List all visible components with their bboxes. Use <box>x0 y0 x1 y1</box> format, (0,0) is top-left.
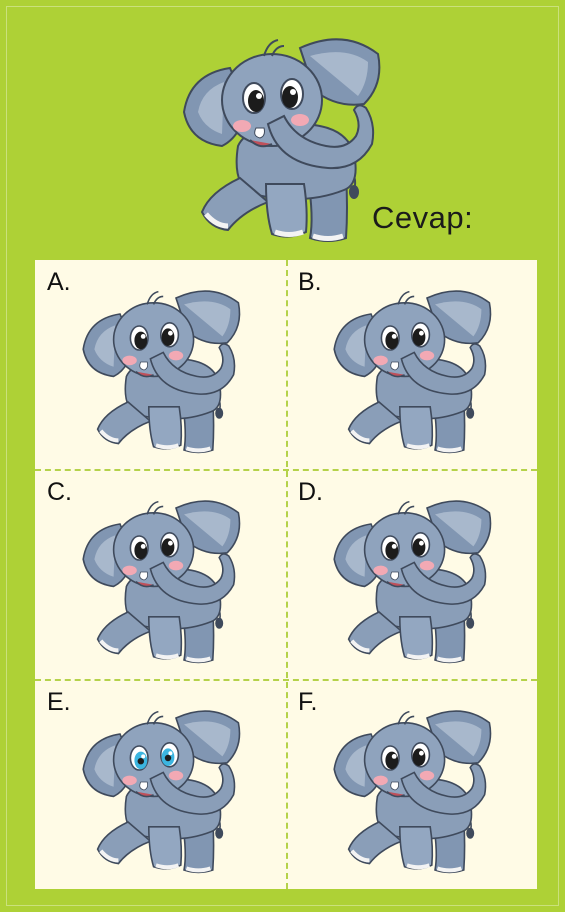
reference-elephant-image <box>180 28 380 253</box>
option-d[interactable] <box>286 470 537 679</box>
option-a[interactable] <box>35 260 286 469</box>
option-a-elephant-image <box>55 282 265 462</box>
option-c[interactable] <box>35 470 286 679</box>
option-c-label: C. <box>47 478 72 506</box>
answer-label: Cevap: <box>372 200 474 235</box>
option-e-label: E. <box>47 688 71 716</box>
option-f[interactable] <box>286 680 537 889</box>
option-a-label: A. <box>47 268 71 296</box>
option-d-label: D. <box>298 478 323 506</box>
option-f-label: F. <box>298 688 318 716</box>
option-b-elephant-image <box>306 282 516 462</box>
option-c-elephant-image <box>55 492 265 672</box>
option-b[interactable] <box>286 260 537 469</box>
option-d-elephant-image <box>306 492 516 672</box>
reference-elephant <box>184 39 379 241</box>
option-f-elephant-image <box>306 702 516 882</box>
option-b-label: B. <box>298 268 322 296</box>
option-e-elephant-image <box>55 702 265 882</box>
option-e[interactable] <box>35 680 286 889</box>
